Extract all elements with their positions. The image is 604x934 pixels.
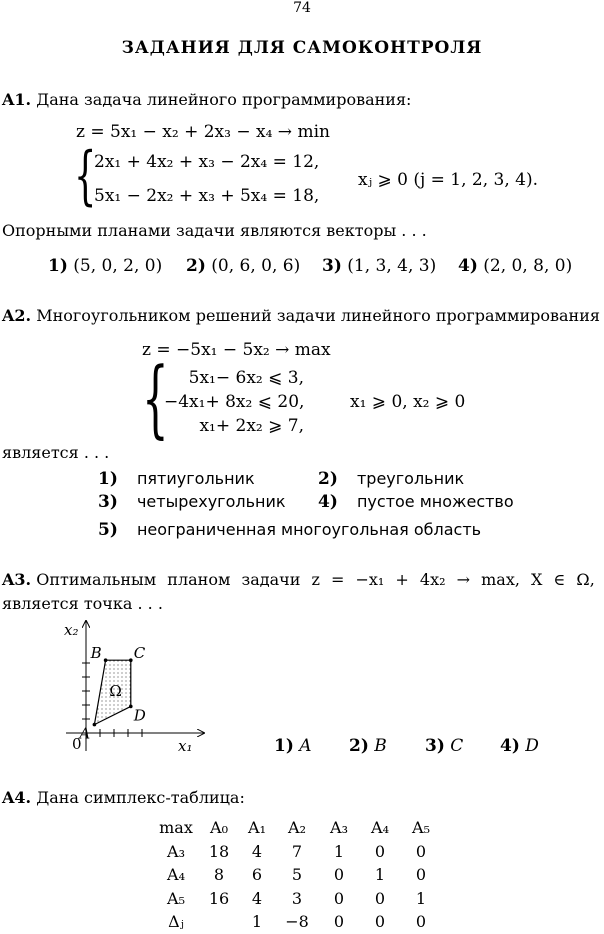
a1-intro-line (2, 90, 411, 109)
vertex-point-b (104, 658, 108, 662)
table-cell: 8 (213, 865, 225, 885)
table-cell: 0 (374, 888, 386, 908)
table-cell: 3 (291, 888, 303, 908)
y-axis-label: x₂ (64, 621, 79, 639)
a1-system-brace: { (74, 139, 97, 213)
a2-option-3 (98, 492, 286, 512)
table-cell: 0 (333, 888, 345, 908)
a3-option-2-num: 2) (349, 736, 369, 756)
a1-option-3 (322, 256, 436, 276)
a2-option-2-num: 2) (318, 469, 338, 489)
page-number: 74 (293, 0, 311, 16)
table-cell: 4 (251, 888, 263, 908)
a2-option-5-num: 5) (98, 520, 118, 540)
a1-option-3-num: 3) (322, 256, 342, 276)
table-cell: 5 (291, 865, 303, 885)
a2-option-3-num: 3) (98, 492, 118, 512)
a2-question: является . . . (2, 443, 110, 462)
table-header-cell: A₅ (412, 818, 430, 838)
table-row (152, 887, 442, 911)
table-header-cell: A₂ (288, 818, 306, 838)
a2-option-4-text: пустое множество (356, 492, 514, 511)
a2-constraint-1: 5x₁− 6x₂ ⩽ 3, (188, 368, 304, 388)
vertex-point-d (129, 705, 133, 709)
vertex-label-c: C (133, 644, 146, 663)
table-cell: 1 (374, 865, 386, 885)
table-header-cell: A₁ (248, 818, 266, 838)
a1-option-2-text: (0, 6, 0, 6) (211, 256, 301, 276)
table-cell: 16 (208, 888, 230, 908)
a1-option-1 (48, 256, 162, 276)
a1-option-4-num: 4) (458, 256, 478, 276)
table-cell: A₃ (167, 841, 185, 861)
table-row (152, 863, 442, 887)
table-cell: Δⱼ (168, 912, 184, 932)
vertex-point-a (93, 723, 97, 727)
a3-feasible-region-diagram (56, 615, 216, 757)
table-cell: 0 (415, 841, 427, 861)
a1-objective: z = 5x₁ − x₂ + 2x₃ − x₄ → min (76, 122, 330, 142)
a2-option-5-text: неограниченная многоугольная область (136, 520, 482, 539)
a1-option-1-text: (5, 0, 2, 0) (73, 256, 163, 276)
a3-option-1-text: A (299, 736, 312, 756)
a4-label: A4. (2, 788, 32, 807)
table-header-cell: A₄ (371, 818, 389, 838)
table-cell: 4 (251, 841, 263, 861)
a2-objective: z = −5x₁ − 5x₂ → max (142, 340, 331, 360)
table-cell: 7 (291, 841, 303, 861)
a2-option-1-text: пятиугольник (136, 469, 255, 488)
a3-option-2-text: B (374, 736, 387, 756)
simplex-table (152, 816, 442, 934)
a2-option-1 (98, 469, 255, 489)
a1-intro: Дана задача линейного программирования: (36, 90, 412, 109)
a1-nonneg: xⱼ ⩾ 0 (j = 1, 2, 3, 4). (358, 170, 539, 190)
a4-intro: Дана симплекс-таблица: (36, 788, 245, 807)
table-cell: 1 (415, 888, 427, 908)
a2-option-5 (98, 520, 481, 540)
table-header-row (152, 816, 442, 840)
x-axis-label: x₁ (178, 737, 193, 755)
table-cell: 0 (415, 912, 427, 932)
table-cell: −8 (285, 912, 309, 932)
a3-option-3-text: C (450, 736, 464, 756)
a3-option-2 (349, 736, 387, 756)
table-header-cell: A₀ (210, 818, 228, 838)
table-cell: 18 (208, 841, 230, 861)
a4-intro-line (2, 788, 245, 807)
vertex-label-b: B (90, 644, 102, 663)
table-cell: 0 (374, 841, 386, 861)
a1-option-4 (458, 256, 572, 276)
table-cell: 0 (333, 912, 345, 932)
a2-option-4 (318, 492, 514, 512)
a2-constraint-2: −4x₁+ 8x₂ ⩽ 20, (164, 392, 305, 412)
a3-question-1: Оптимальным планом задачи z = −x₁ + 4x₂ → max, X ∈ Ω, (36, 570, 595, 589)
table-cell: 6 (251, 865, 263, 885)
a3-question-line-1 (2, 570, 602, 589)
a2-intro: Многоугольником решений задачи линейного программирования (36, 306, 600, 325)
a3-question-2: является точка . . . (2, 594, 163, 613)
a2-option-3-text: четырехугольник (136, 492, 286, 511)
a1-question: Опорными планами задачи являются векторы . . . (2, 221, 427, 240)
a2-option-2 (318, 469, 464, 489)
table-cell: A₅ (167, 888, 185, 908)
a1-option-1-num: 1) (48, 256, 68, 276)
a1-option-3-text: (1, 3, 4, 3) (347, 256, 437, 276)
table-header-cell: max (159, 818, 193, 838)
table-cell: 0 (333, 865, 345, 885)
a3-option-1 (274, 736, 312, 756)
table-cell: 0 (374, 912, 386, 932)
a2-label: A2. (2, 306, 32, 325)
a2-option-1-num: 1) (98, 469, 118, 489)
a2-system-brace: { (142, 349, 169, 447)
a3-option-3-num: 3) (425, 736, 445, 756)
a2-nonneg: x₁ ⩾ 0, x₂ ⩾ 0 (350, 392, 466, 412)
a2-option-2-text: треугольник (356, 469, 465, 488)
a3-option-1-num: 1) (274, 736, 294, 756)
a2-option-4-num: 4) (318, 492, 338, 512)
a2-intro-line (2, 306, 600, 325)
table-cell: 1 (251, 912, 263, 932)
a1-option-2 (186, 256, 300, 276)
a1-label: A1. (2, 90, 32, 109)
vertex-point-c (129, 658, 133, 662)
a1-option-4-text: (2, 0, 8, 0) (483, 256, 573, 276)
table-cell: 0 (415, 865, 427, 885)
vertex-label-d: D (133, 706, 146, 725)
a2-constraint-3: x₁+ 2x₂ ⩾ 7, (199, 416, 304, 436)
a1-option-2-num: 2) (186, 256, 206, 276)
a3-option-4-text: D (525, 736, 539, 756)
page-title: ЗАДАНИЯ ДЛЯ САМОКОНТРОЛЯ (121, 38, 483, 58)
a3-label: A3. (2, 570, 32, 589)
table-header-cell: A₃ (330, 818, 348, 838)
table-cell: 1 (333, 841, 345, 861)
a3-option-4-num: 4) (500, 736, 520, 756)
vertex-label-a: A (79, 724, 91, 743)
region-label: Ω (109, 681, 122, 700)
table-cell: A₄ (167, 865, 185, 885)
a1-constraint-1: 2x₁ + 4x₂ + x₃ − 2x₄ = 12, (94, 152, 320, 172)
origin-label: 0 (72, 735, 82, 753)
a1-constraint-2: 5x₁ − 2x₂ + x₃ + 5x₄ = 18, (94, 186, 320, 206)
a3-option-4 (500, 736, 539, 756)
table-row (152, 840, 442, 864)
a3-option-3 (425, 736, 463, 756)
